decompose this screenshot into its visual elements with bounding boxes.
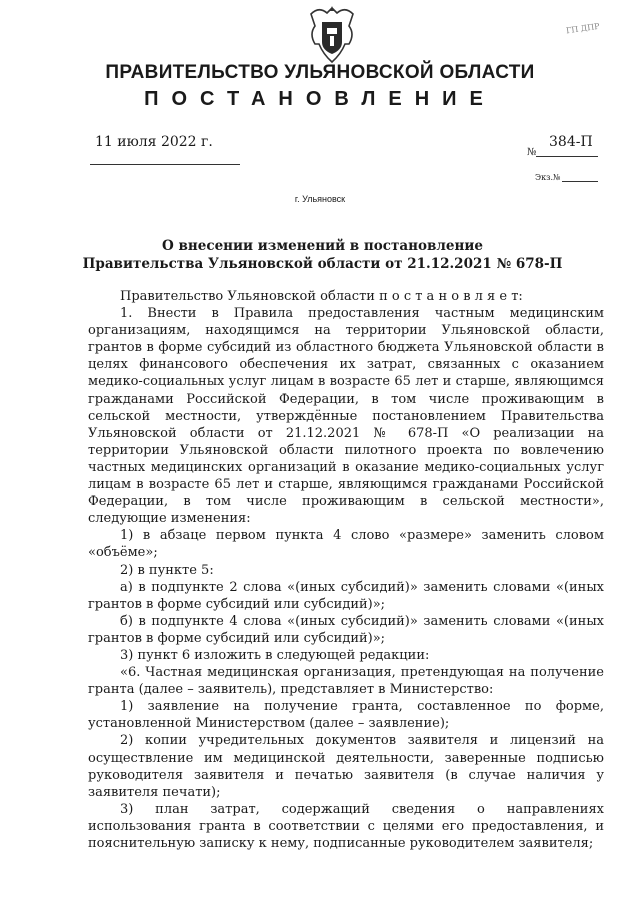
body-paragraph: 1. Внести в Правила предоставления частным медицинским организациям, находящимся на территории Ульяновской области, грантов в форме субсидий из областного бюджета Ульяновской области в целях финансового обеспечения их затрат, связанных с оказанием медико-социальных услуг лицам в возрасте 65 лет и старше, являющимся гражданами Российской Федерации, в том числе проживающим в сельской местности, утверждённые постановлением Правительства Ульяновской области от 21.12.2021 № 678-П «О реализации на территории Ульяновской области пилотного проекта по вовлечению частных медицинских организаций в оказание медико-социальных услуг лицам в возрасте 65 лет и старше, являющимся гражданами Российской Федерации, в том числе проживающим в сельской местности», следующие изменения: — [88, 306, 604, 527]
city-name: г. Ульяновск — [294, 194, 346, 204]
body-paragraph: 3) план затрат, содержащий сведения о направлениях использования гранта в соответствии с целями его предоставления, и пояснительную записку к нему, подписанные руководителем заявителя; — [88, 801, 604, 851]
corner-stamp-mark: ГП ДПР — [565, 21, 601, 36]
body-paragraph: б) в подпункте 4 слова «(иных субсидий)» заменить словами «(иных грантов в форме субсидий или субсидий)»; — [88, 613, 604, 646]
body-paragraph: 2) копии учредительных документов заявителя и лицензий на осуществление им медицинской деятельности, заверенные подписью руководителя заявителя и печатью заявителя (в случае наличия у заявителя печати); — [88, 733, 604, 800]
document-body — [88, 288, 604, 852]
copy-number-underline — [562, 181, 598, 182]
subject-line-2: Правительства Ульяновской области от 21.12.2021 № 678-П — [82, 256, 563, 272]
document-subject — [80, 237, 565, 273]
document-type-heading: ПОСТАНОВЛЕНИЕ — [144, 88, 496, 110]
body-paragraph: Правительство Ульяновской области п о с т а н о в л я е т: — [120, 289, 523, 304]
body-paragraph: 1) в абзаце первом пункта 4 слово «размере» заменить словом «объёме»; — [88, 528, 604, 561]
document-date: 11 июля 2022 г. — [95, 134, 213, 150]
number-label: № — [527, 147, 537, 158]
body-paragraph: «6. Частная медицинская организация, претендующая на получение гранта (далее – заявитель), представляет в Министерство: — [88, 665, 604, 698]
body-paragraph: 2) в пункте 5: — [120, 562, 214, 578]
coat-of-arms-emblem — [305, 4, 359, 64]
body-paragraph: а) в подпункте 2 слова «(иных субсидий)» заменить словами «(иных грантов в форме субсидий или субсидий)»; — [88, 579, 604, 612]
document-number: 384-П — [549, 134, 593, 150]
date-underline — [90, 164, 240, 165]
government-title: ПРАВИТЕЛЬСТВО УЛЬЯНОВСКОЙ ОБЛАСТИ — [105, 62, 535, 83]
subject-line-1: О внесении изменений в постановление — [162, 238, 483, 254]
body-paragraph: 3) пункт 6 изложить в следующей редакции: — [120, 647, 430, 663]
copy-number-label: Экз.№ — [535, 173, 561, 182]
number-underline — [536, 156, 598, 157]
body-paragraph: 1) заявление на получение гранта, составленное по форме, установленной Министерством (далее – заявление); — [88, 699, 604, 732]
